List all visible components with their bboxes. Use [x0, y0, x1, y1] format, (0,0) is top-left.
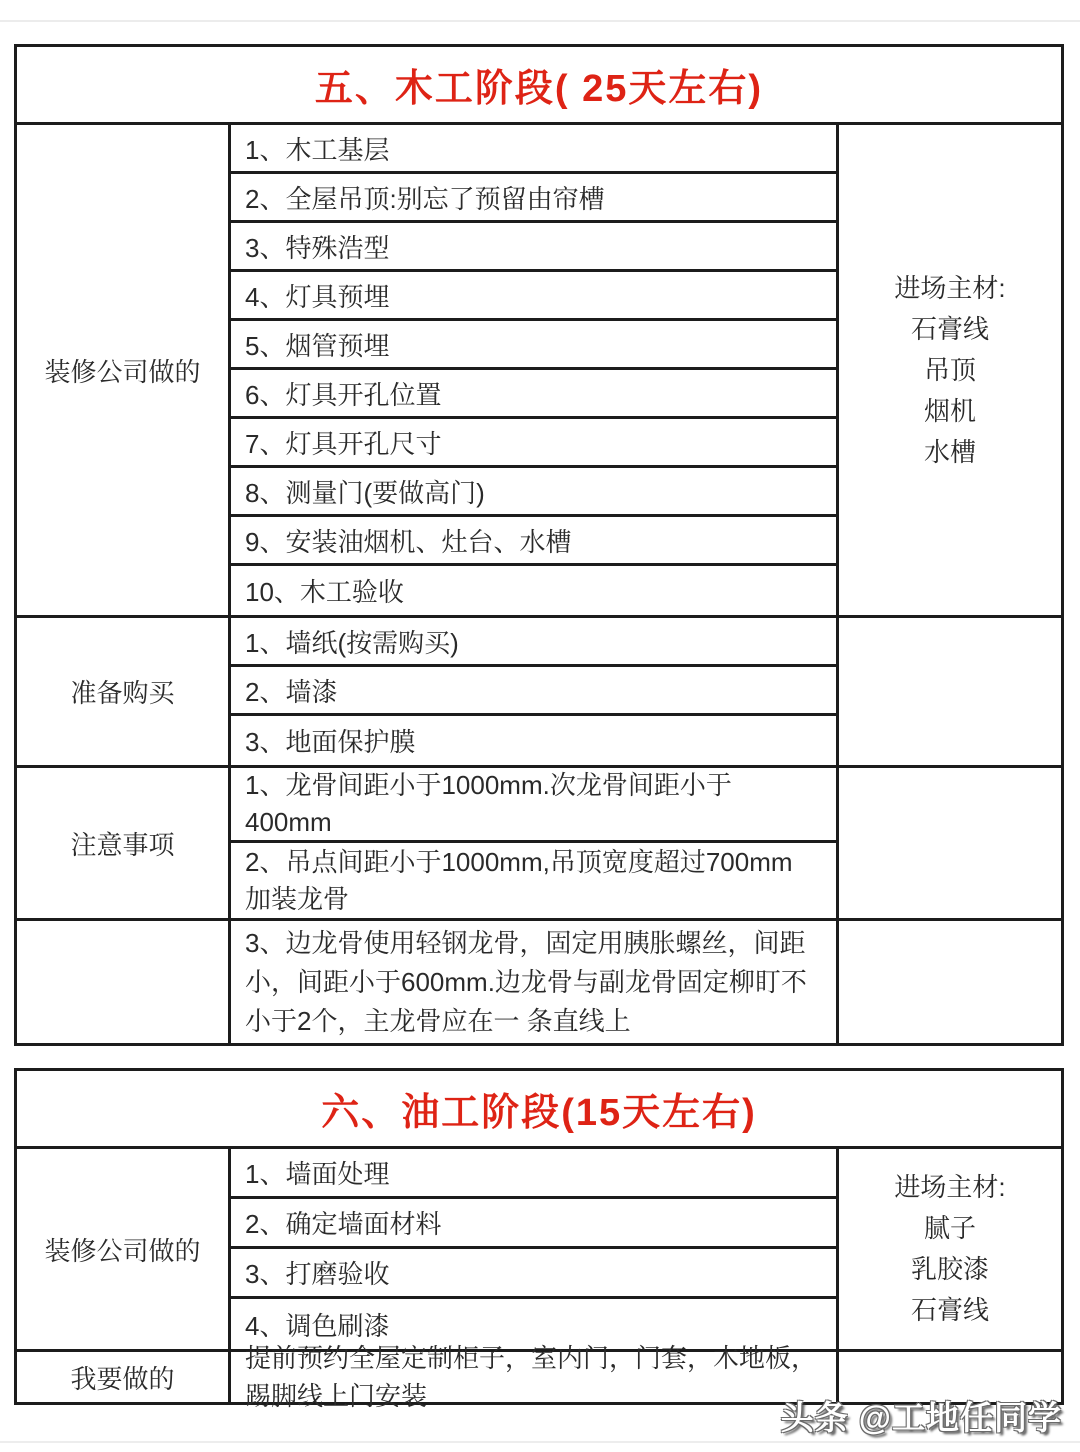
task-item: 2、全屋吊顶:别忘了预留由帘槽	[231, 174, 836, 223]
table-painting-title-row	[17, 1071, 1061, 1149]
section-label: 我要做的	[17, 1352, 231, 1402]
task-item: 4、调色刷漆	[245, 1310, 390, 1341]
table-carpentry-title-row	[17, 47, 1061, 125]
task-item: 9、安装油烟机、灶台、水槽	[231, 517, 836, 566]
section-label: 装修公司做的	[17, 125, 231, 615]
task-item: 2、墙漆	[231, 667, 836, 716]
task-item: 提前预约全屋定制柜子，室内门，门套，木地板，踢脚线上门安装	[245, 1343, 818, 1411]
materials-line: 烟机	[923, 395, 976, 426]
task-list	[231, 768, 836, 918]
materials-line: 吊顶	[923, 354, 976, 385]
table-carpentry-stage	[14, 44, 1064, 1046]
materials-cell-empty	[836, 618, 1061, 765]
materials-line: 水槽	[923, 436, 976, 467]
section-company-tasks	[17, 1149, 1061, 1349]
top-divider-line	[0, 20, 1080, 22]
note-item: 3、边龙骨使用轻钢龙骨，固定用胰胀螺丝，间距小，间距小于600mm.边龙骨与副龙骨固定柳盯不小于2个，主龙骨应在一 条直线上	[245, 927, 807, 1036]
materials-line: 石膏线	[910, 1295, 989, 1325]
section-label-empty	[17, 921, 231, 1043]
task-item: 7、灯具开孔尺寸	[231, 419, 836, 468]
task-item: 8、测量门(要做高门)	[231, 468, 836, 517]
task-list	[231, 125, 836, 615]
table-carpentry-title: 五、木工阶段( 25天左右)	[314, 68, 764, 110]
section-label: 准备购买	[17, 618, 231, 765]
bottom-divider-line	[0, 1441, 1080, 1443]
materials-line: 腻子	[923, 1213, 976, 1243]
task-list	[231, 618, 836, 765]
table-painting-stage	[14, 1068, 1064, 1411]
section-label: 注意事项	[17, 768, 231, 918]
section-prepare-to-buy	[17, 615, 1061, 765]
materials-title: 进场主材:	[894, 272, 1006, 303]
watermark-toutiao-author: 头条 @工地任同学	[780, 1399, 1062, 1436]
task-list	[231, 1149, 836, 1349]
section-notes-continued	[17, 918, 1061, 1043]
materials-line: 乳胶漆	[910, 1254, 989, 1284]
task-item: 3、特殊浩型	[231, 223, 836, 272]
task-item: 5、烟管预埋	[231, 321, 836, 370]
note-item: 2、吊点间距小于1000mm,吊顶宽度超过700mm 加装龙骨	[245, 846, 793, 914]
materials-title: 进场主材:	[894, 1172, 1006, 1202]
section-label: 装修公司做的	[17, 1149, 231, 1349]
materials-cell-empty	[836, 921, 1061, 1043]
task-item: 1、木工基层	[231, 125, 836, 174]
task-item: 3、地面保护膜	[245, 727, 416, 757]
materials-line: 石膏线	[910, 313, 989, 344]
materials-cell	[836, 125, 1061, 615]
task-list	[231, 1343, 836, 1411]
materials-cell	[836, 1149, 1061, 1349]
task-item: 1、墙面处理	[231, 1149, 836, 1199]
task-item: 10、木工验收	[245, 577, 404, 607]
materials-cell-empty	[836, 768, 1061, 918]
task-item: 1、墙纸(按需购买)	[231, 618, 836, 667]
task-item: 4、灯具预埋	[231, 272, 836, 321]
note-item: 1、龙骨间距小于1000mm.次龙骨间距小于 400mm	[231, 768, 836, 843]
task-item: 6、灯具开孔位置	[231, 370, 836, 419]
task-item: 2、确定墙面材料	[231, 1199, 836, 1249]
task-item: 3、打磨验收	[231, 1249, 836, 1299]
section-notes	[17, 765, 1061, 918]
section-company-tasks	[17, 125, 1061, 615]
table-painting-title: 六、油工阶段(15天左右)	[321, 1092, 757, 1134]
task-list	[231, 921, 836, 1043]
